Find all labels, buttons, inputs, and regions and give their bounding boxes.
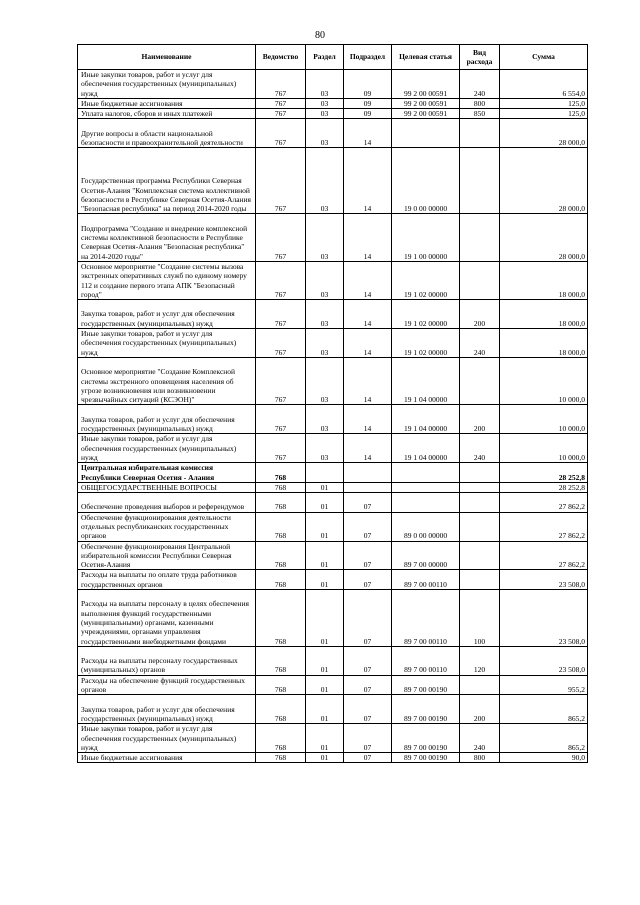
table-body <box>78 70 588 763</box>
cell-target: 89 7 00 00110 <box>392 646 460 675</box>
cell-vedomstvo: 768 <box>256 570 306 590</box>
cell-razdel: 01 <box>306 493 344 513</box>
cell-target: 19 1 02 00000 <box>392 329 460 358</box>
cell-sum: 28 000,0 <box>500 214 588 262</box>
budget-table <box>77 44 588 763</box>
table-row <box>78 512 588 541</box>
cell-target: 19 1 02 00000 <box>392 261 460 299</box>
cell-podrazdel: 07 <box>344 753 392 763</box>
cell-sum: 125,0 <box>500 98 588 108</box>
page-number: 80 <box>315 30 325 41</box>
table-row <box>78 646 588 675</box>
cell-vid <box>460 493 500 513</box>
cell-vid <box>460 119 500 148</box>
cell-sum: 27 862,2 <box>500 541 588 570</box>
cell-podrazdel: 07 <box>344 675 392 695</box>
table-row <box>78 405 588 434</box>
cell-vid: 240 <box>460 70 500 99</box>
cell-razdel: 03 <box>306 434 344 463</box>
cell-name: Основное мероприятие "Создание Комплексной системы экстренного оповещения населения об угрозе возникновения или возникновении чрезвычайных ситуаций (КСЭОН)" <box>78 357 256 405</box>
cell-vedomstvo: 767 <box>256 329 306 358</box>
cell-sum: 865,2 <box>500 724 588 753</box>
cell-vid: 240 <box>460 434 500 463</box>
cell-sum: 125,0 <box>500 109 588 119</box>
table-row <box>78 148 588 214</box>
cell-vedomstvo: 767 <box>256 405 306 434</box>
cell-razdel: 03 <box>306 329 344 358</box>
cell-podrazdel: 07 <box>344 646 392 675</box>
cell-vedomstvo: 767 <box>256 148 306 214</box>
cell-name: Обеспечение проведения выборов и референдумов <box>78 493 256 513</box>
cell-razdel: 01 <box>306 512 344 541</box>
cell-vid: 200 <box>460 300 500 329</box>
cell-vid: 100 <box>460 590 500 647</box>
table-row <box>78 119 588 148</box>
cell-sum: 28 000,0 <box>500 148 588 214</box>
cell-podrazdel: 07 <box>344 541 392 570</box>
cell-name: Иные закупки товаров, работ и услуг для обеспечения государственных (муниципальных) нужд <box>78 434 256 463</box>
cell-vid <box>460 357 500 405</box>
cell-vid: 240 <box>460 329 500 358</box>
cell-name: Расходы на обеспечение функций государственных органов <box>78 675 256 695</box>
cell-vedomstvo: 768 <box>256 646 306 675</box>
cell-razdel: 03 <box>306 300 344 329</box>
cell-name: Центральная избирательная комиссия Республики Северная Осетия - Алания <box>78 463 256 483</box>
table-row <box>78 109 588 119</box>
cell-vid <box>460 463 500 483</box>
table-row <box>78 570 588 590</box>
cell-razdel: 03 <box>306 109 344 119</box>
cell-name: Расходы на выплаты персоналу государственных (муниципальных) органов <box>78 646 256 675</box>
cell-name: Подпрограмма "Создание и внедрение комплексной системы коллективной безопасности в Республике Северная Осетия-Алания "Безопасная республика" на 2014-2020 годы" <box>78 214 256 262</box>
cell-target: 89 7 00 00190 <box>392 753 460 763</box>
cell-podrazdel: 07 <box>344 695 392 724</box>
cell-name: Иные закупки товаров, работ и услуг для обеспечения государственных (муниципальных) нужд <box>78 329 256 358</box>
cell-target: 89 7 00 00190 <box>392 724 460 753</box>
cell-target: 99 2 00 00591 <box>392 109 460 119</box>
cell-razdel: 03 <box>306 98 344 108</box>
cell-razdel: 03 <box>306 119 344 148</box>
table-row <box>78 357 588 405</box>
cell-name: Иные бюджетные ассигнования <box>78 98 256 108</box>
cell-name: Обеспечение функционирования деятельности отдельных республиканских государственных органов <box>78 512 256 541</box>
cell-podrazdel: 07 <box>344 512 392 541</box>
cell-podrazdel: 09 <box>344 109 392 119</box>
cell-vedomstvo: 768 <box>256 724 306 753</box>
table-row <box>78 214 588 262</box>
header-razdel: Раздел <box>306 45 344 70</box>
cell-podrazdel <box>344 463 392 483</box>
cell-razdel: 01 <box>306 541 344 570</box>
cell-razdel: 03 <box>306 261 344 299</box>
cell-vid <box>460 261 500 299</box>
cell-podrazdel: 14 <box>344 261 392 299</box>
cell-target: 89 7 00 00110 <box>392 590 460 647</box>
table-row <box>78 695 588 724</box>
cell-sum: 18 000,0 <box>500 261 588 299</box>
cell-razdel: 01 <box>306 482 344 492</box>
cell-vedomstvo: 768 <box>256 493 306 513</box>
cell-razdel: 03 <box>306 357 344 405</box>
cell-podrazdel: 09 <box>344 70 392 99</box>
cell-sum: 23 508,0 <box>500 646 588 675</box>
cell-vid <box>460 214 500 262</box>
cell-vedomstvo: 767 <box>256 261 306 299</box>
cell-sum: 955,2 <box>500 675 588 695</box>
cell-razdel: 01 <box>306 570 344 590</box>
header-name: Наименование <box>78 45 256 70</box>
cell-vid: 120 <box>460 646 500 675</box>
cell-target: 19 1 00 00000 <box>392 214 460 262</box>
cell-podrazdel: 14 <box>344 300 392 329</box>
cell-sum: 18 000,0 <box>500 300 588 329</box>
cell-razdel: 01 <box>306 646 344 675</box>
cell-sum: 90,0 <box>500 753 588 763</box>
cell-razdel: 03 <box>306 405 344 434</box>
cell-vedomstvo: 767 <box>256 119 306 148</box>
cell-name: Государственная программа Республики Северная Осетия-Алания "Комплексная система коллективной безопасности в Республике Северная Осетия-Алания "Безопасная республика" на период 2014-2020 годы <box>78 148 256 214</box>
cell-vid: 800 <box>460 753 500 763</box>
header-podrazdel: Подраздел <box>344 45 392 70</box>
cell-target: 19 1 04 00000 <box>392 357 460 405</box>
header-vedomstvo: Ведомство <box>256 45 306 70</box>
cell-target: 99 2 00 00591 <box>392 98 460 108</box>
cell-target: 99 2 00 00591 <box>392 70 460 99</box>
cell-name: Закупка товаров, работ и услуг для обеспечения государственных (муниципальных) нужд <box>78 300 256 329</box>
cell-name: Иные бюджетные ассигнования <box>78 753 256 763</box>
cell-vedomstvo: 768 <box>256 463 306 483</box>
cell-sum: 10 000,0 <box>500 357 588 405</box>
cell-vid: 200 <box>460 405 500 434</box>
cell-vedomstvo: 767 <box>256 434 306 463</box>
table-row <box>78 329 588 358</box>
cell-razdel: 01 <box>306 724 344 753</box>
cell-razdel: 01 <box>306 753 344 763</box>
cell-podrazdel: 07 <box>344 590 392 647</box>
cell-razdel: 01 <box>306 695 344 724</box>
table-row <box>78 541 588 570</box>
cell-podrazdel: 07 <box>344 493 392 513</box>
table-header-row <box>78 45 588 70</box>
table-row <box>78 434 588 463</box>
table-row <box>78 98 588 108</box>
cell-podrazdel: 14 <box>344 357 392 405</box>
cell-sum: 6 554,0 <box>500 70 588 99</box>
cell-vedomstvo: 768 <box>256 482 306 492</box>
table-row <box>78 261 588 299</box>
table-row <box>78 70 588 99</box>
cell-vedomstvo: 767 <box>256 109 306 119</box>
table-row <box>78 724 588 753</box>
cell-name: ОБЩЕГОСУДАРСТВЕННЫЕ ВОПРОСЫ <box>78 482 256 492</box>
cell-target <box>392 119 460 148</box>
cell-sum: 10 000,0 <box>500 434 588 463</box>
cell-vedomstvo: 767 <box>256 214 306 262</box>
cell-vid: 200 <box>460 695 500 724</box>
cell-podrazdel: 09 <box>344 98 392 108</box>
cell-vedomstvo: 767 <box>256 300 306 329</box>
table-row <box>78 675 588 695</box>
cell-target: 89 7 00 00190 <box>392 695 460 724</box>
cell-vedomstvo: 768 <box>256 753 306 763</box>
cell-sum: 18 000,0 <box>500 329 588 358</box>
table-row <box>78 482 588 492</box>
cell-target: 89 0 00 00000 <box>392 512 460 541</box>
cell-target: 89 7 00 00000 <box>392 541 460 570</box>
cell-vid <box>460 148 500 214</box>
cell-target: 19 1 04 00000 <box>392 405 460 434</box>
cell-vid: 850 <box>460 109 500 119</box>
table-row <box>78 300 588 329</box>
cell-target <box>392 482 460 492</box>
cell-razdel: 03 <box>306 70 344 99</box>
cell-name: Расходы на выплаты персоналу в целях обеспечения выполнения функций государственными (муниципальными) органами, казенными учреждениями, органами управления государственными внебюджетными фондами <box>78 590 256 647</box>
cell-vid: 240 <box>460 724 500 753</box>
cell-podrazdel: 14 <box>344 434 392 463</box>
cell-vid: 800 <box>460 98 500 108</box>
cell-vid <box>460 570 500 590</box>
cell-name: Уплата налогов, сборов и иных платежей <box>78 109 256 119</box>
cell-vedomstvo: 768 <box>256 541 306 570</box>
cell-name: Закупка товаров, работ и услуг для обеспечения государственных (муниципальных) нужд <box>78 695 256 724</box>
cell-name: Другие вопросы в области национальной безопасности и правоохранительной деятельности <box>78 119 256 148</box>
cell-target <box>392 493 460 513</box>
cell-name: Основное мероприятие "Создание системы вызова экстренных оперативных служб по единому номеру 112 и создание первого этапа АПК "Безопасный город" <box>78 261 256 299</box>
table-row <box>78 590 588 647</box>
cell-name: Иные закупки товаров, работ и услуг для обеспечения государственных (муниципальных) нужд <box>78 70 256 99</box>
cell-name: Обеспечение функционирования Центральной избирательной комиссии Республики Северная Осетия-Алания <box>78 541 256 570</box>
cell-vedomstvo: 768 <box>256 695 306 724</box>
table-row <box>78 493 588 513</box>
cell-vid <box>460 675 500 695</box>
cell-name: Закупка товаров, работ и услуг для обеспечения государственных (муниципальных) нужд <box>78 405 256 434</box>
cell-sum: 27 862,2 <box>500 512 588 541</box>
cell-razdel: 03 <box>306 148 344 214</box>
cell-name: Иные закупки товаров, работ и услуг для обеспечения государственных (муниципальных) нужд <box>78 724 256 753</box>
cell-razdel: 03 <box>306 214 344 262</box>
cell-sum: 27 862,2 <box>500 493 588 513</box>
cell-vedomstvo: 768 <box>256 590 306 647</box>
cell-target: 19 1 02 00000 <box>392 300 460 329</box>
cell-podrazdel: 14 <box>344 405 392 434</box>
header-target: Целевая статья <box>392 45 460 70</box>
header-sum: Сумма <box>500 45 588 70</box>
cell-target: 89 7 00 00110 <box>392 570 460 590</box>
cell-podrazdel: 14 <box>344 119 392 148</box>
cell-sum: 23 508,0 <box>500 590 588 647</box>
cell-razdel: 01 <box>306 590 344 647</box>
cell-vedomstvo: 768 <box>256 512 306 541</box>
cell-sum: 28 252,8 <box>500 463 588 483</box>
cell-razdel: 01 <box>306 675 344 695</box>
cell-vedomstvo: 767 <box>256 357 306 405</box>
cell-target: 89 7 00 00190 <box>392 675 460 695</box>
header-vid: Вид расхода <box>460 45 500 70</box>
cell-podrazdel: 14 <box>344 148 392 214</box>
cell-podrazdel: 14 <box>344 329 392 358</box>
cell-sum: 23 508,0 <box>500 570 588 590</box>
cell-sum: 28 000,0 <box>500 119 588 148</box>
cell-vedomstvo: 767 <box>256 70 306 99</box>
cell-target: 19 0 00 00000 <box>392 148 460 214</box>
table-row <box>78 463 588 483</box>
cell-sum: 10 000,0 <box>500 405 588 434</box>
cell-podrazdel <box>344 482 392 492</box>
cell-name: Расходы на выплаты по оплате труда работников государственных органов <box>78 570 256 590</box>
cell-vid <box>460 512 500 541</box>
cell-podrazdel: 07 <box>344 570 392 590</box>
table-row <box>78 753 588 763</box>
cell-target <box>392 463 460 483</box>
cell-sum: 28 252,8 <box>500 482 588 492</box>
cell-podrazdel: 14 <box>344 214 392 262</box>
cell-sum: 865,2 <box>500 695 588 724</box>
cell-vid <box>460 482 500 492</box>
cell-target: 19 1 04 00000 <box>392 434 460 463</box>
cell-vedomstvo: 767 <box>256 98 306 108</box>
cell-vedomstvo: 768 <box>256 675 306 695</box>
cell-podrazdel: 07 <box>344 724 392 753</box>
cell-razdel <box>306 463 344 483</box>
cell-vid <box>460 541 500 570</box>
